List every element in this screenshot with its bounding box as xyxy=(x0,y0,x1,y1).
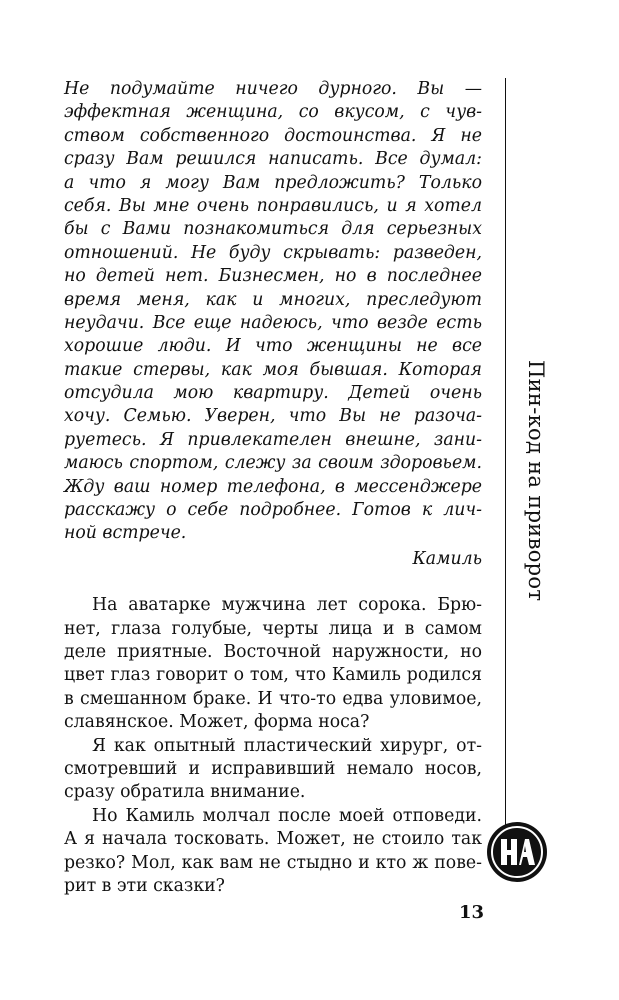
body-line: Но Камиль молчал после моей отповеди. xyxy=(92,805,482,826)
letter-line: бы с Вами познакомиться для серьезных xyxy=(64,219,482,240)
letter-line: но детей нет. Бизнесмен, но в последнее xyxy=(64,266,482,287)
page-number: 13 xyxy=(458,902,484,923)
letter-line: маюсь спортом, слежу за своим здоровьем. xyxy=(64,453,482,474)
text-column xyxy=(64,78,482,898)
letter-line: эффектная женщина, со вкусом, с чув- xyxy=(64,102,482,123)
body-line: А я начала тосковать. Может, не стоило так xyxy=(64,829,482,850)
body-paragraph xyxy=(64,805,482,899)
letter-line: себя. Вы мне очень понравились, и я хотел xyxy=(64,195,482,216)
letter-line: хочу. Семью. Уверен, что Вы не разоча- xyxy=(64,406,482,427)
letter-line: расскажу о себе подробнее. Готов к лич- xyxy=(64,500,482,521)
body-paragraph xyxy=(64,735,482,805)
body-line: деле приятные. Восточной наружности, но xyxy=(64,641,482,662)
letter-line: отсудила мою квартиру. Детей очень xyxy=(64,383,482,404)
letter-block xyxy=(64,78,482,546)
body-line: сразу обратила внимание. xyxy=(64,782,306,803)
letter-line: неудачи. Все еще надеюсь, что везде есть xyxy=(64,312,482,333)
letter-line: время меня, как и многих, преследуют xyxy=(64,289,482,310)
publisher-logo-icon xyxy=(487,822,547,882)
body-line: резко? Мол, как вам не стыдно и кто ж пове- xyxy=(64,852,482,873)
body-line: нет, глаза голубые, черты лица и в самом xyxy=(64,618,482,639)
letter-line: ством собственного достоинства. Я не xyxy=(64,125,482,146)
body-line: рит в эти сказки? xyxy=(64,875,225,896)
body-line: Я как опытный пластический хирург, от- xyxy=(92,735,482,756)
letter-line: Жду ваш номер телефона, в мессенджере xyxy=(64,476,482,497)
running-title: Пин-код на приворот xyxy=(524,360,548,602)
body-paragraph xyxy=(64,594,482,734)
body-line: славянское. Может, форма носа? xyxy=(64,712,370,733)
letter-line: такие стервы, как моя бывшая. Которая xyxy=(64,359,482,380)
letter-line: руетесь. Я привлекателен внешне, зани- xyxy=(64,429,482,450)
letter-line: отношений. Не буду скрывать: разведен, xyxy=(64,242,482,263)
body-line: в смешанном браке. И что-то едва уловимое, xyxy=(64,688,482,709)
body-line: смотревший и исправивший немало носов, xyxy=(64,758,482,779)
letter-line: Не подумайте ничего дурного. Вы — xyxy=(64,79,482,99)
letter-line: а что я могу Вам предложить? Только xyxy=(64,172,482,193)
vertical-rule xyxy=(505,78,506,830)
body-text xyxy=(64,594,482,898)
letter-line: ной встрече. xyxy=(64,523,187,544)
letter-line: сразу Вам решился написать. Все думал: xyxy=(64,149,482,170)
body-line: цвет глаз говорит о том, что Камиль родился xyxy=(64,665,482,686)
body-line: На аватарке мужчина лет сорока. Брю- xyxy=(92,595,482,616)
section-gap xyxy=(64,571,482,594)
letter-line: хорошие люди. И что женщины не все xyxy=(64,336,482,357)
letter-signature: Камиль xyxy=(412,548,482,569)
